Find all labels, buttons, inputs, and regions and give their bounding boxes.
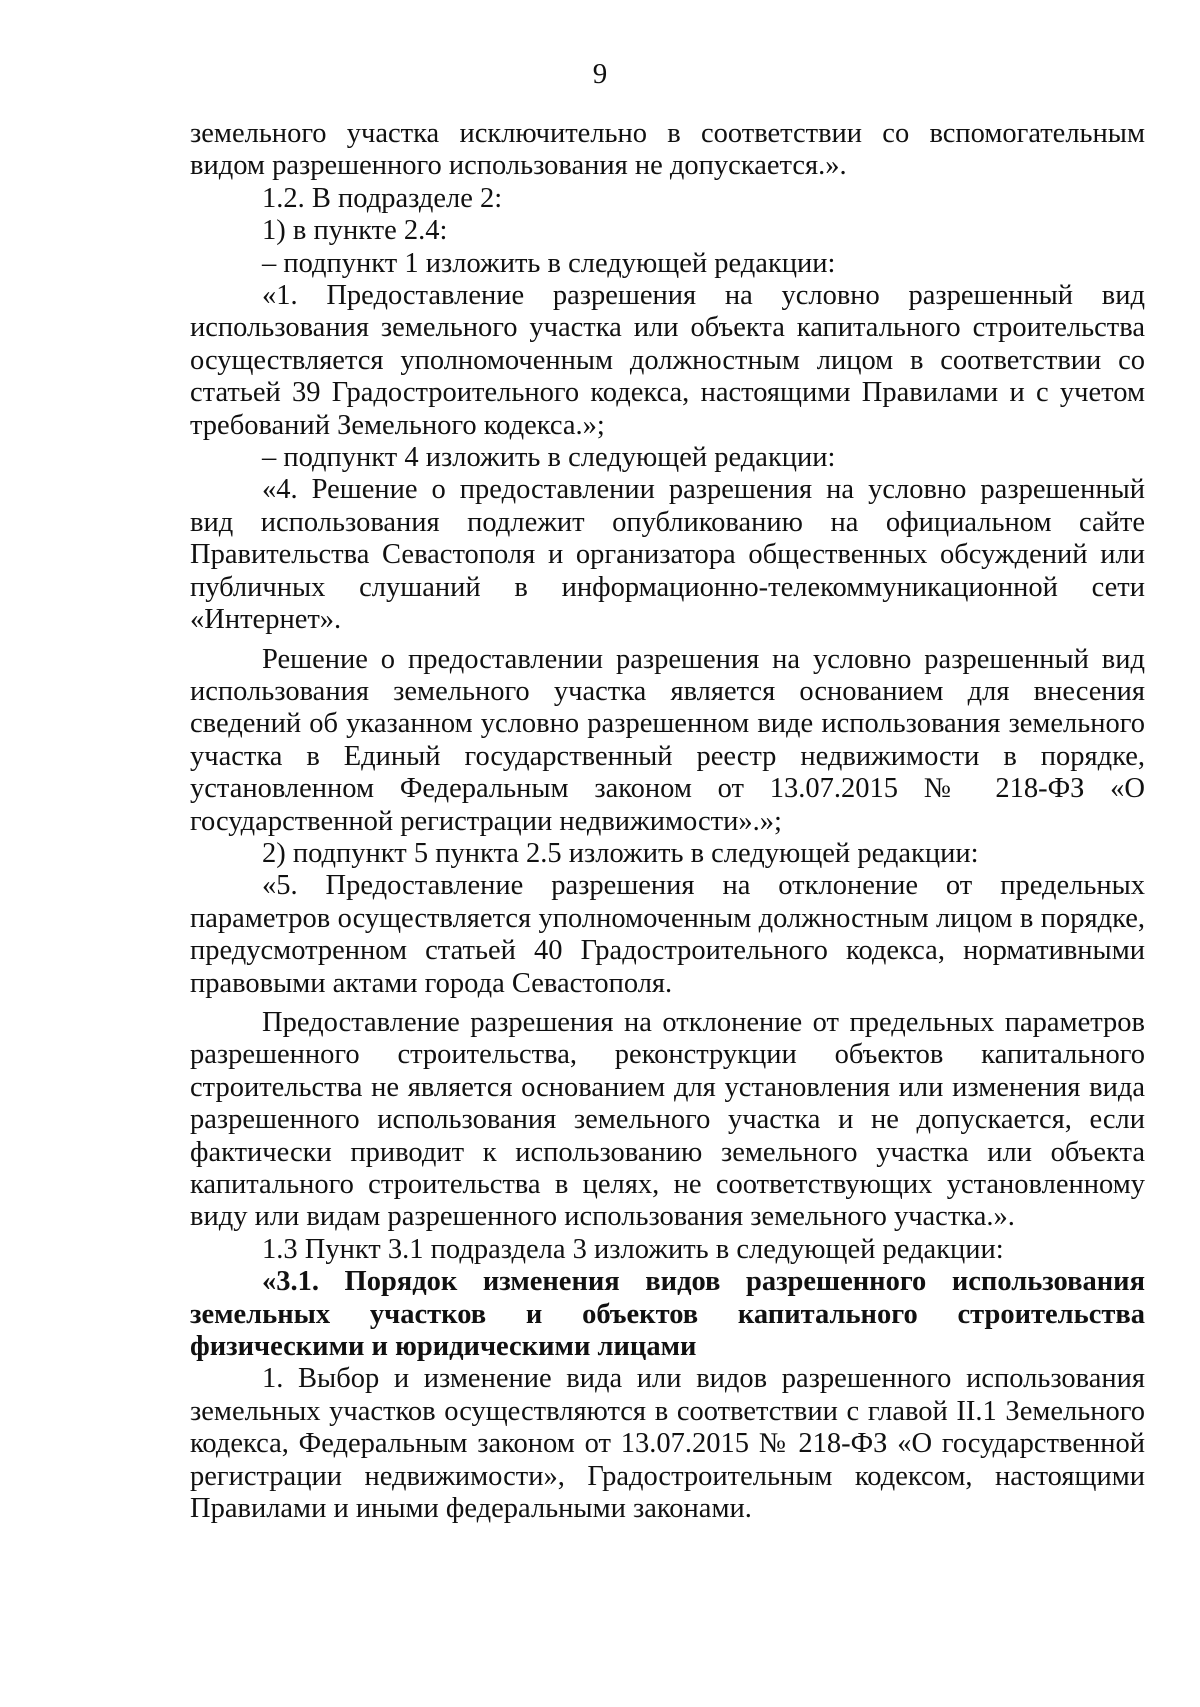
paragraph: 1.2. В подразделе 2: (262, 182, 503, 214)
paragraph: 1.3 Пункт 3.1 подраздела 3 изложить в следующей редакции: (262, 1233, 1004, 1265)
paragraph: «5. Предоставление разрешения на отклонение от предельных параметров осуществляется уполномоченным должностным лицом в порядке, предусмотренном статьей 40 Градостроительного кодекса, нормативными правовыми актами города Севастополя. (190, 870, 1145, 999)
paragraph: Предоставление разрешения на отклонение от предельных параметров разрешенного строительства, реконструкции объектов капитального строительства не является основанием для установления или изменения вида разрешенного использования земельного участка и не допускается, если фактически приводит к использованию земельного участка или объекта капитального строительства в целях, не соответствующих установленному виду или видам разрешенного использования земельного участка.». (190, 1006, 1145, 1233)
page-number: 9 (592, 58, 608, 90)
paragraph: – подпункт 1 изложить в следующей редакции: (262, 247, 836, 279)
section-heading: «3.1. Порядок изменения видов разрешенного использования земельных участков и объектов капитального строительства физическими и юридическими лицами (190, 1266, 1145, 1363)
paragraph: 1. Выбор и изменение вида или видов разрешенного использования земельных участков осуществляются в соответствии с главой II.1 Земельного кодекса, Федеральным законом от 13.07.2015 № 218-ФЗ «О государственной регистрации недвижимости», Градостроительным кодексом, настоящими Правилами и иными федеральными законами. (190, 1363, 1145, 1525)
paragraph: 2) подпункт 5 пункта 2.5 изложить в следующей редакции: (262, 837, 979, 869)
paragraph: 1) в пункте 2.4: (262, 215, 448, 247)
paragraph: – подпункт 4 изложить в следующей редакции: (262, 442, 836, 474)
document-body (190, 118, 1145, 1525)
paragraph: Решение о предоставлении разрешения на условно разрешенный вид использования земельного участка является основанием для внесения сведений об указанном условно разрешенном виде использования земельного участка в Единый государственный реестр недвижимости в порядке, установленном Федеральным законом от 13.07.2015 № 218-ФЗ «О государственной регистрации недвижимости».»; (190, 643, 1145, 837)
paragraph: «4. Решение о предоставлении разрешения на условно разрешенный вид использования подлежит опубликованию на официальном сайте Правительства Севастополя и организатора общественных обсуждений или публичных слушаний в информационно-телекоммуникационной сети «Интернет». (190, 474, 1145, 636)
paragraph: земельного участка исключительно в соответствии со вспомогательным видом разрешенного использования не допускается.». (190, 118, 1145, 182)
paragraph: «1. Предоставление разрешения на условно разрешенный вид использования земельного участка или объекта капитального строительства осуществляется уполномоченным должностным лицом в соответствии со статьей 39 Градостроительного кодекса, настоящими Правилами и с учетом требований Земельного кодекса.»; (190, 280, 1145, 441)
